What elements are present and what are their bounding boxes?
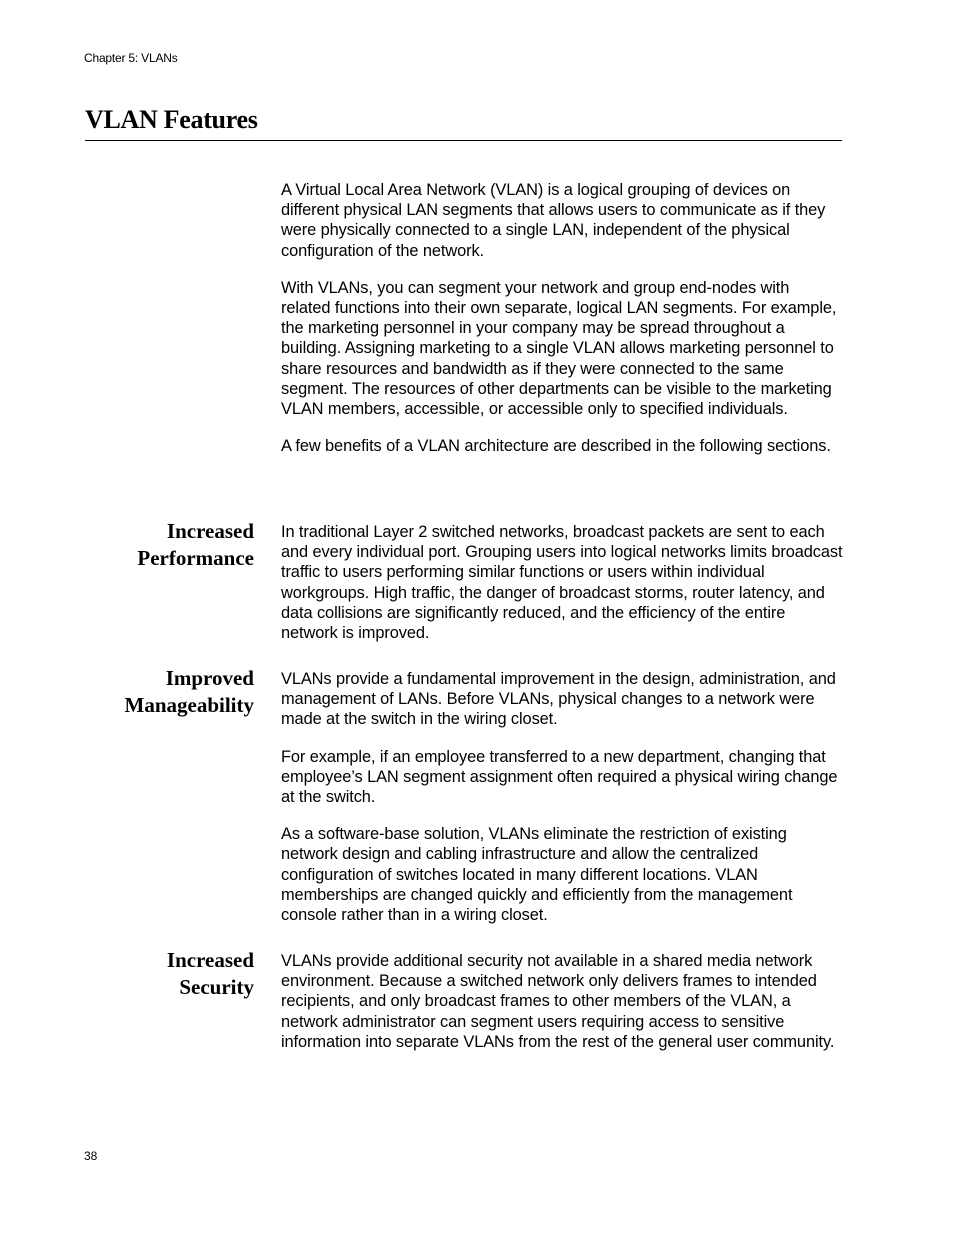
page-title: VLAN Features: [85, 105, 258, 134]
section-heading-line: Security: [179, 975, 254, 999]
section-paragraph: As a software-base solution, VLANs eliminate the restriction of existing network design and cabling infrastructure and allow the centralized configuration of switches located in many different locations. VLAN memberships are changed quickly and efficiently from the management console rather than in a wiring closet.: [281, 825, 793, 925]
section-paragraph: In traditional Layer 2 switched networks, broadcast packets are sent to each and every individual port. Grouping users into logical networks limits broadcast traffic to users performing similar functions or users within individual workgroups. High traffic, the danger of broadcast storms, router latency, and data collisions are significantly reduced, and the efficiency of the entire network is improved.: [281, 523, 843, 643]
section-heading: [54, 947, 254, 1001]
section-paragraph: VLANs provide additional security not available in a shared media network environment. Because a switched network only delivers frames to intended recipients, and only broadcast frames to other members of the VLAN, a network administrator can segment users requiring access to sensitive information into separate VLANs from the rest of the general user community.: [281, 952, 835, 1051]
intro-body: [281, 180, 843, 473]
section-heading-line: Increased: [166, 948, 254, 972]
section-heading-line: Improved: [165, 666, 254, 690]
section-body: [281, 522, 843, 660]
section-paragraph: VLANs provide a fundamental improvement in the design, administration, and management of LANs. Before VLANs, physical changes to a network were made at the switch in the wiring closet.: [281, 670, 836, 729]
page-number: 38: [84, 1149, 98, 1163]
section-body: [281, 951, 843, 1069]
title-rule: [85, 140, 842, 141]
intro-paragraph: A Virtual Local Area Network (VLAN) is a logical grouping of devices on different physical LAN segments that allows users to communicate as if they were physically connected to a single LAN, independent of the physical configuration of the network.: [281, 181, 826, 260]
section-body: [281, 669, 843, 942]
running-head: Chapter 5: VLANs: [84, 51, 178, 65]
section-heading-line: Manageability: [124, 693, 254, 717]
section-heading: [54, 518, 254, 572]
intro-paragraph: A few benefits of a VLAN architecture are described in the following sections.: [281, 437, 831, 456]
section-heading-line: Increased: [166, 519, 254, 543]
section-paragraph: For example, if an employee transferred to a new department, changing that employee’s LAN segment assignment often required a physical wiring change at the switch.: [281, 747, 838, 807]
section-heading: [54, 665, 254, 719]
section-heading-line: Performance: [137, 546, 254, 570]
intro-paragraph: With VLANs, you can segment your network and group end-nodes with related functions into their own separate, logical LAN segments. For example, the marketing personnel in your company may be spread throughout a building. Assigning marketing to a single VLAN allows marketing personnel to share resources and bandwidth as if they were connected to the same segment. The resources of other departments can be visible to the marketing VLAN members, accessible, or accessible only to specified individuals.: [281, 278, 837, 419]
